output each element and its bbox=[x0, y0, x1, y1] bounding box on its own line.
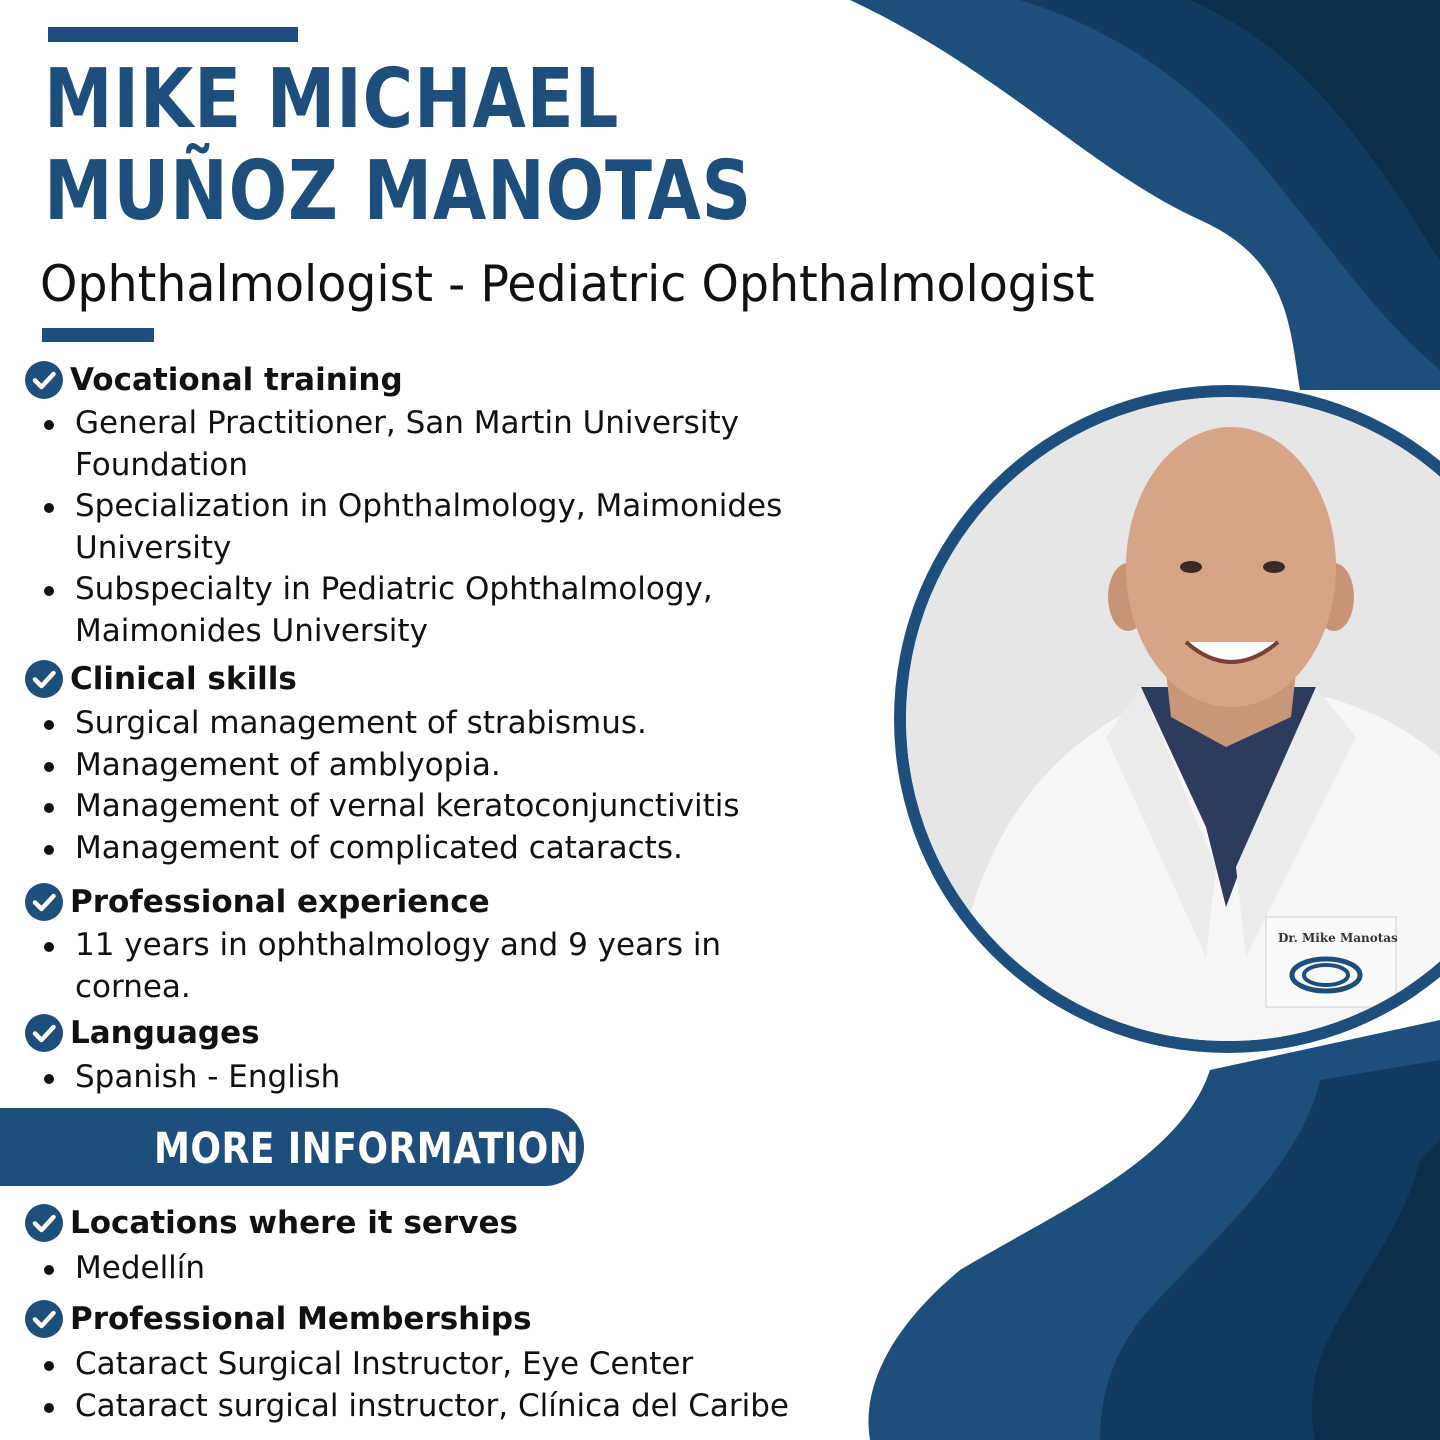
list-item: Subspecialty in Pediatric Ophthalmology, bbox=[38, 569, 782, 611]
check-circle-icon bbox=[24, 1013, 64, 1053]
list-item-continuation: cornea. bbox=[75, 968, 191, 1005]
check-circle-icon bbox=[24, 1203, 64, 1243]
section-clinical-heading bbox=[24, 659, 297, 699]
section-locations-heading bbox=[24, 1203, 518, 1243]
locations-list bbox=[38, 1248, 205, 1290]
title-accent-bar bbox=[42, 328, 154, 342]
section-title: Professional experience bbox=[70, 884, 490, 920]
section-title: Clinical skills bbox=[70, 661, 297, 697]
list-item: Cataract Surgical Instructor, Eye Center bbox=[38, 1344, 789, 1386]
list-item-continuation: University bbox=[75, 529, 232, 566]
section-experience-heading bbox=[24, 882, 490, 922]
list-item: Cataract surgical instructor, Clínica del Caribe bbox=[38, 1386, 789, 1428]
languages-list bbox=[38, 1057, 340, 1099]
section-title: Professional Memberships bbox=[70, 1301, 532, 1337]
check-circle-icon bbox=[24, 882, 64, 922]
section-title: Locations where it serves bbox=[70, 1205, 518, 1241]
section-memberships-heading bbox=[24, 1299, 532, 1339]
vocational-list bbox=[38, 403, 782, 652]
list-item-continuation: Maimonides University bbox=[75, 612, 428, 649]
name-line-2: MUÑOZ MANOTAS bbox=[44, 144, 753, 239]
badge-text: Dr. Mike Manotas bbox=[1278, 931, 1398, 945]
list-item: Surgical management of strabismus. bbox=[38, 703, 740, 745]
clinical-list bbox=[38, 703, 740, 869]
experience-list bbox=[38, 925, 721, 1008]
more-information-label: MORE INFORMATION bbox=[154, 1124, 580, 1174]
section-title: Vocational training bbox=[70, 362, 403, 398]
list-item-continuation: Foundation bbox=[75, 446, 249, 483]
section-vocational-heading bbox=[24, 360, 403, 400]
top-accent-bar bbox=[48, 27, 298, 42]
specialty-title: Ophthalmologist - Pediatric Ophthalmologist bbox=[40, 255, 1095, 313]
list-item: Management of vernal keratoconjunctivitis bbox=[38, 786, 740, 828]
name-line-1: MIKE MICHAEL bbox=[44, 52, 620, 147]
check-circle-icon bbox=[24, 360, 64, 400]
list-item: Spanish - English bbox=[38, 1057, 340, 1099]
memberships-list bbox=[38, 1344, 789, 1427]
list-item: Management of complicated cataracts. bbox=[38, 828, 740, 870]
section-title: Languages bbox=[70, 1015, 260, 1051]
doctor-name bbox=[44, 54, 752, 238]
list-item: 11 years in ophthalmology and 9 years in bbox=[38, 925, 721, 967]
list-item: Medellín bbox=[38, 1248, 205, 1290]
check-circle-icon bbox=[24, 1299, 64, 1339]
list-item: Specialization in Ophthalmology, Maimonides bbox=[38, 486, 782, 528]
check-circle-icon bbox=[24, 659, 64, 699]
section-languages-heading bbox=[24, 1013, 260, 1053]
list-item: Management of amblyopia. bbox=[38, 745, 740, 787]
more-information-banner bbox=[0, 1108, 584, 1186]
list-item: General Practitioner, San Martin University bbox=[38, 403, 782, 445]
